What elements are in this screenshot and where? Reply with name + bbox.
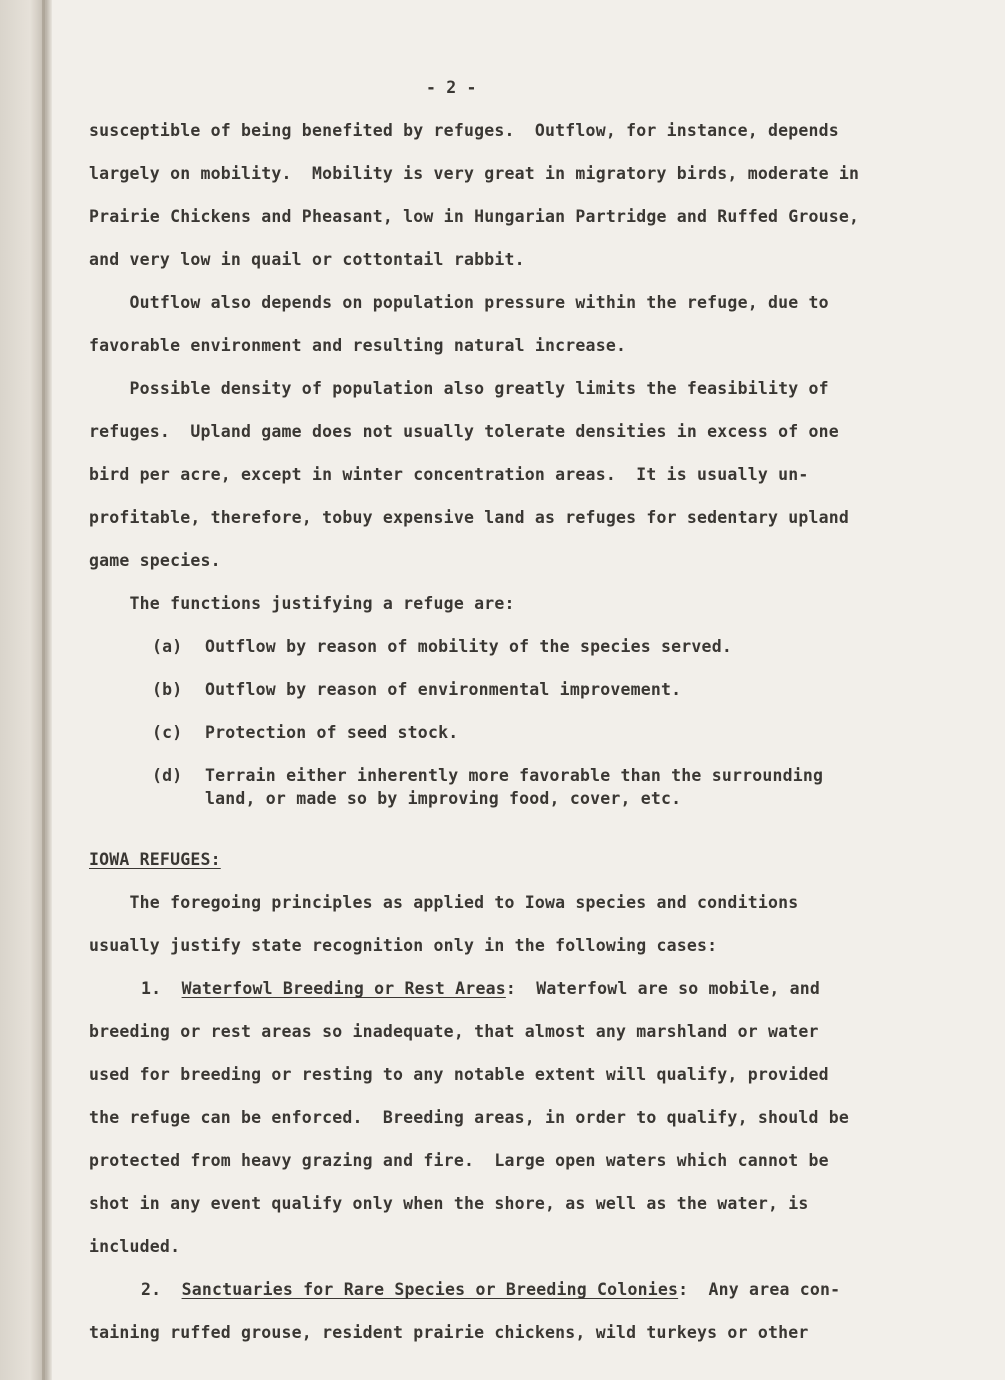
item2-first-line [141, 1280, 840, 1300]
item1-first-line [141, 979, 820, 999]
section-heading: IOWA REFUGES: [89, 850, 221, 869]
function-letter: (b) [152, 680, 183, 699]
function-letter: (c) [152, 723, 183, 742]
function-text: Outflow by reason of environmental improvement. [205, 680, 682, 699]
function-text: Outflow by reason of mobility of the species served. [205, 637, 732, 656]
function-letter: (a) [152, 637, 183, 656]
function-text-continued: land, or made so by improving food, cover, etc. [205, 789, 682, 808]
paragraph3-line: bird per acre, except in winter concentration areas. It is usually un- [89, 465, 809, 484]
paragraph1-line: largely on mobility. Mobility is very great in migratory birds, moderate in [89, 164, 860, 183]
paragraph2-line: favorable environment and resulting natural increase. [89, 336, 627, 355]
paragraph1-line: and very low in quail or cottontail rabbit. [89, 250, 525, 269]
item1-line: used for breeding or resting to any notable extent will qualify, provided [89, 1065, 829, 1084]
paragraph1-line: susceptible of being benefited by refuges. Outflow, for instance, depends [89, 121, 839, 140]
item1-first-line-rest: : Waterfowl are so mobile, and [505, 979, 821, 998]
page-number: - 2 - [426, 78, 477, 97]
item2-first-line-rest: : Any area con- [678, 1280, 841, 1299]
item2-line: taining ruffed grouse, resident prairie chickens, wild turkeys or other [89, 1323, 809, 1342]
paragraph2-line: Outflow also depends on population pressure within the refuge, due to [89, 293, 829, 312]
binding-edge [42, 0, 45, 1380]
item1-line: included. [89, 1237, 181, 1256]
paragraph3-line: refuges. Upland game does not usually tolerate densities in excess of one [89, 422, 839, 441]
paragraph3-line: game species. [89, 551, 221, 570]
item1-number: 1. [141, 979, 162, 998]
item1-line: protected from heavy grazing and fire. Large open waters which cannot be [89, 1151, 829, 1170]
item2-number: 2. [141, 1280, 162, 1299]
paragraph4-line: usually justify state recognition only in the following cases: [89, 936, 718, 955]
item1-line: shot in any event qualify only when the shore, as well as the water, is [89, 1194, 809, 1213]
function-text: Protection of seed stock. [205, 723, 459, 742]
paragraph4-line: The foregoing principles as applied to Iowa species and conditions [89, 893, 799, 912]
paragraph1-line: Prairie Chickens and Pheasant, low in Hungarian Partridge and Ruffed Grouse, [89, 207, 860, 226]
item1-line: the refuge can be enforced. Breeding areas, in order to qualify, should be [89, 1108, 850, 1127]
item2-title: Sanctuaries for Rare Species or Breeding Colonies [181, 1280, 679, 1299]
paragraph3-line: Possible density of population also greatly limits the feasibility of [89, 379, 829, 398]
item1-line: breeding or rest areas so inadequate, that almost any marshland or water [89, 1022, 819, 1041]
function-letter: (d) [152, 766, 183, 785]
functions-intro: The functions justifying a refuge are: [89, 594, 515, 613]
paragraph3-line: profitable, therefore, tobuy expensive land as refuges for sedentary upland [89, 508, 850, 527]
function-text: Terrain either inherently more favorable than the surrounding [205, 766, 824, 785]
item1-title: Waterfowl Breeding or Rest Areas [181, 979, 506, 998]
